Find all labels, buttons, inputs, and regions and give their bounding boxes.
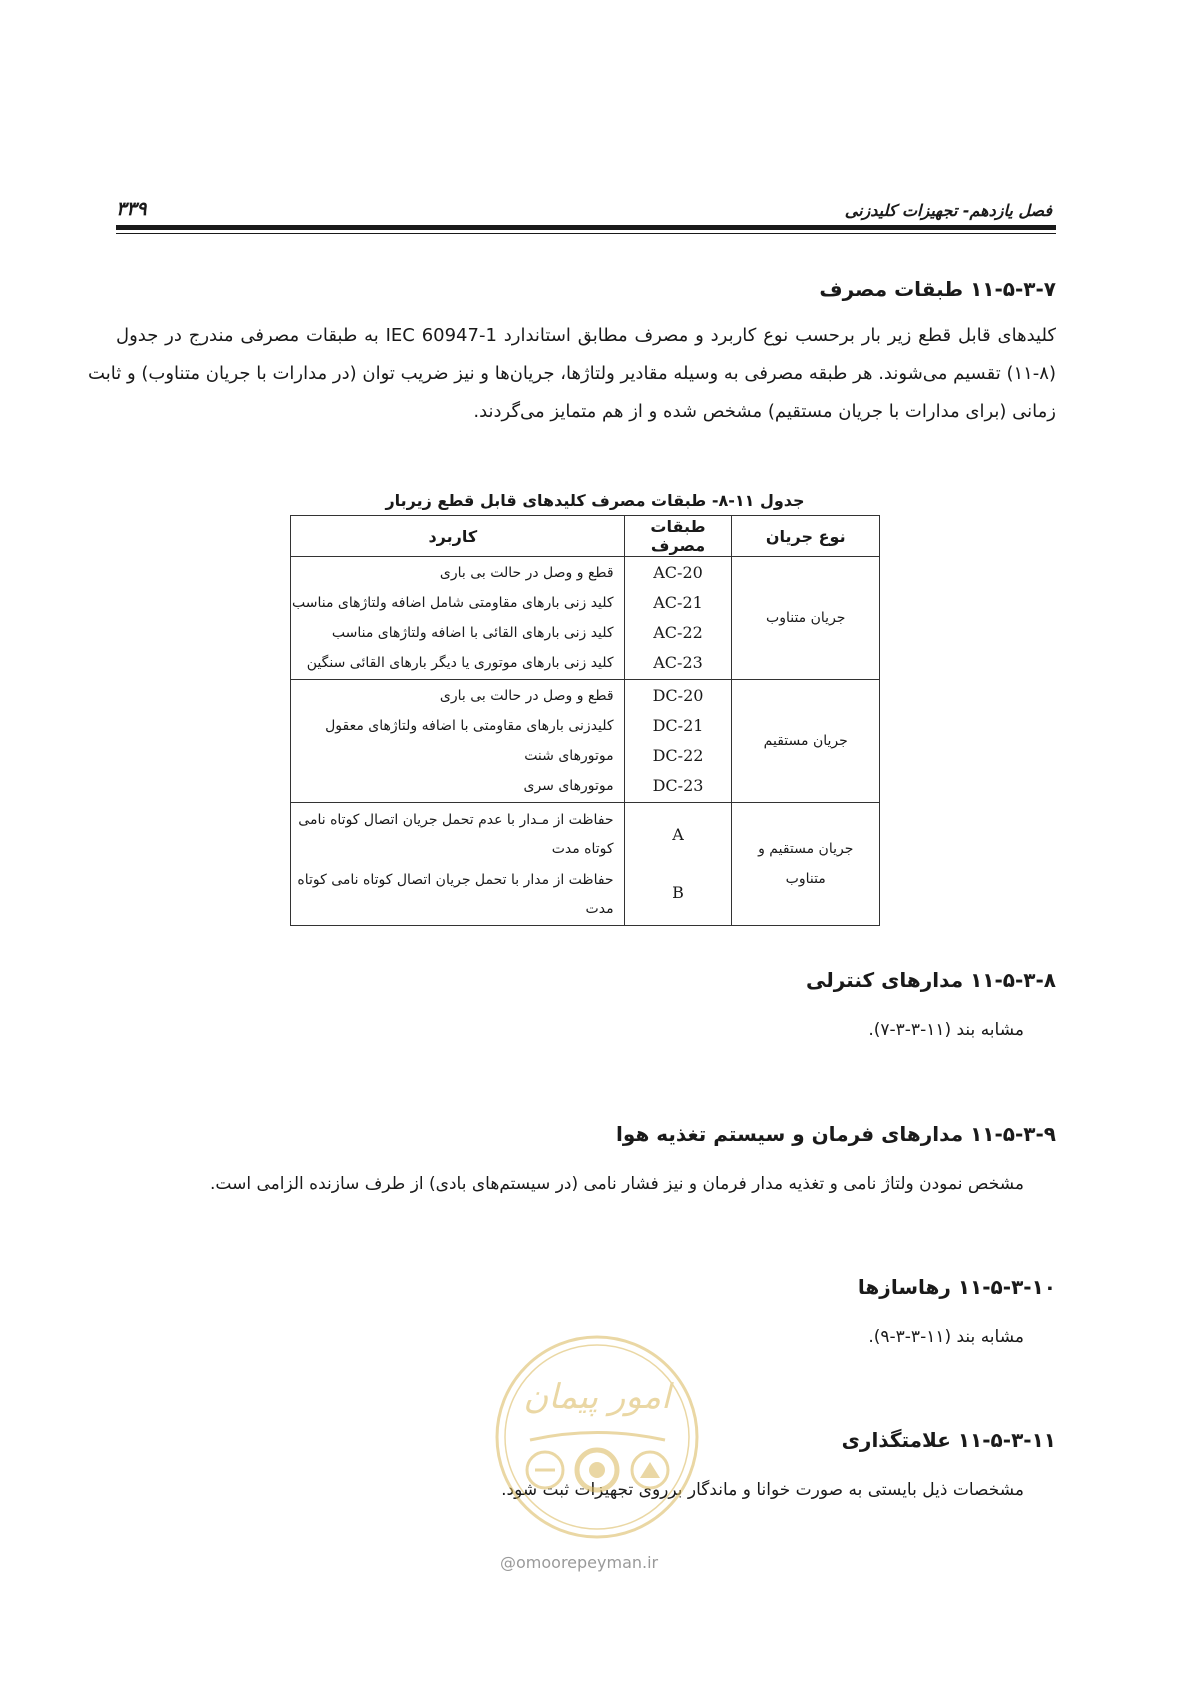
application-text: کلید زنی بارهای القائی با اضافه ولتاژهای مناسب [331, 625, 614, 641]
category-code: DC-22 [652, 746, 704, 765]
category-code: AC-22 [653, 623, 703, 642]
watermark-swoosh [530, 1433, 665, 1441]
gear-icon [577, 1450, 617, 1490]
category-code: AC-21 [653, 593, 703, 612]
header-application: کاربرد [291, 516, 625, 557]
header-category: طبقات مصرف [624, 516, 732, 557]
current-type-ac: جریان متناوب [732, 557, 880, 680]
category-code: A [672, 825, 684, 844]
table-header-row [291, 516, 880, 557]
watermark-logo-text: امور پیمان [523, 1377, 671, 1417]
application-text: موتورهای سری [523, 778, 614, 794]
section-7-paragraph [88, 317, 1056, 431]
section-8-text: مشابه بند (۱۱-۳-۳-۷). [868, 1020, 1024, 1040]
category-code: B [672, 883, 684, 902]
current-type-dc: جریان مستقیم [732, 680, 880, 803]
current-type-ac-dc: جریان مستقیم و متناوب [732, 803, 880, 926]
paragraph-line: کلیدهای قابل قطع زیر بار برحسب نوع کاربرد و مصرف مطابق استاندارد IEC 60947-1 به طبقات مصرفی مندرج در جدول [116, 325, 1056, 346]
table-row [291, 803, 880, 926]
scales-icon [527, 1452, 563, 1488]
category-code: AC-23 [653, 653, 703, 672]
category-code: DC-20 [652, 686, 704, 705]
section-11-text: مشخصات ذیل بایستی به صورت خوانا و ماندگار برروی تجهیزات ثبت شود. [501, 1480, 1024, 1500]
application-text: کلید زنی بارهای مقاومتی شامل اضافه ولتاژهای مناسب [292, 595, 614, 611]
section-8-heading: ۱۱-۵-۳-۸ مدارهای کنترلی [805, 968, 1056, 992]
table-row [291, 557, 880, 680]
excavator-icon [632, 1452, 668, 1488]
category-code: DC-21 [652, 716, 704, 735]
section-9-heading: ۱۱-۵-۳-۹ مدارهای فرمان و سیستم تغذیه هوا [616, 1122, 1056, 1146]
application-text: کلیدزنی بارهای مقاومتی با اضافه ولتاژهای معقول [325, 718, 614, 734]
section-7-heading: ۱۱-۵-۳-۷ طبقات مصرف [819, 277, 1056, 301]
table-row [291, 680, 880, 803]
chapter-title: فصل یازدهم- تجهیزات کلیدزنی [844, 201, 1052, 220]
watermark-outer-ring [497, 1337, 697, 1537]
application-text: حفاظت از مـدار با عدم تحمل جریان اتصال کوتاه نامی کوتاه مدت [298, 812, 614, 857]
paragraph-line: (۱۱-۸) تقسیم می‌شوند. هر طبقه مصرفی به وسیله مقادیر ولتاژها، جریان‌ها و نیز ضریب توان (در مدارات با جریان متناوب) و ثابت [88, 363, 1056, 384]
page-number: ۳۳۹ [116, 198, 147, 220]
application-text: قطع و وصل در حالت بی باری [439, 688, 614, 704]
category-code: DC-23 [652, 776, 704, 795]
header-rule-thick [116, 225, 1056, 230]
watermark-logo [490, 1330, 705, 1545]
section-9-text: مشخص نمودن ولتاژ نامی و تغذیه مدار فرمان و نیز فشار نامی (در سیستم‌های بادی) از طرف سازنده الزامی است. [210, 1174, 1024, 1194]
application-text: قطع و وصل در حالت بی باری [439, 565, 614, 581]
utilization-category-table [290, 515, 880, 926]
category-code: AC-20 [653, 563, 703, 582]
section-10-text: مشابه بند (۱۱-۳-۳-۹). [868, 1327, 1024, 1347]
section-11-heading: ۱۱-۵-۳-۱۱ علامتگذاری [841, 1428, 1056, 1452]
application-text: کلید زنی بارهای موتوری یا دیگر بارهای القائی سنگین [306, 655, 614, 671]
header-rule-thin [116, 233, 1056, 234]
section-10-heading: ۱۱-۵-۳-۱۰ رهاسازها [857, 1275, 1056, 1299]
header-current-type: نوع جریان [732, 516, 880, 557]
watermark-site: @omoorepeyman.ir [500, 1553, 659, 1572]
watermark-inner-ring [505, 1345, 689, 1529]
application-text: موتورهای شنت [524, 748, 614, 764]
table-caption: جدول ۱۱-۸- طبقات مصرف کلیدهای قابل قطع زیربار [385, 491, 805, 510]
paragraph-line: زمانی (برای مدارات با جریان مستقیم) مشخص شده و از هم متمایز می‌گردند. [473, 401, 1056, 422]
application-text: حفاظت از مدار با تحمل جریان اتصال کوتاه نامی کوتاه مدت [297, 872, 614, 917]
